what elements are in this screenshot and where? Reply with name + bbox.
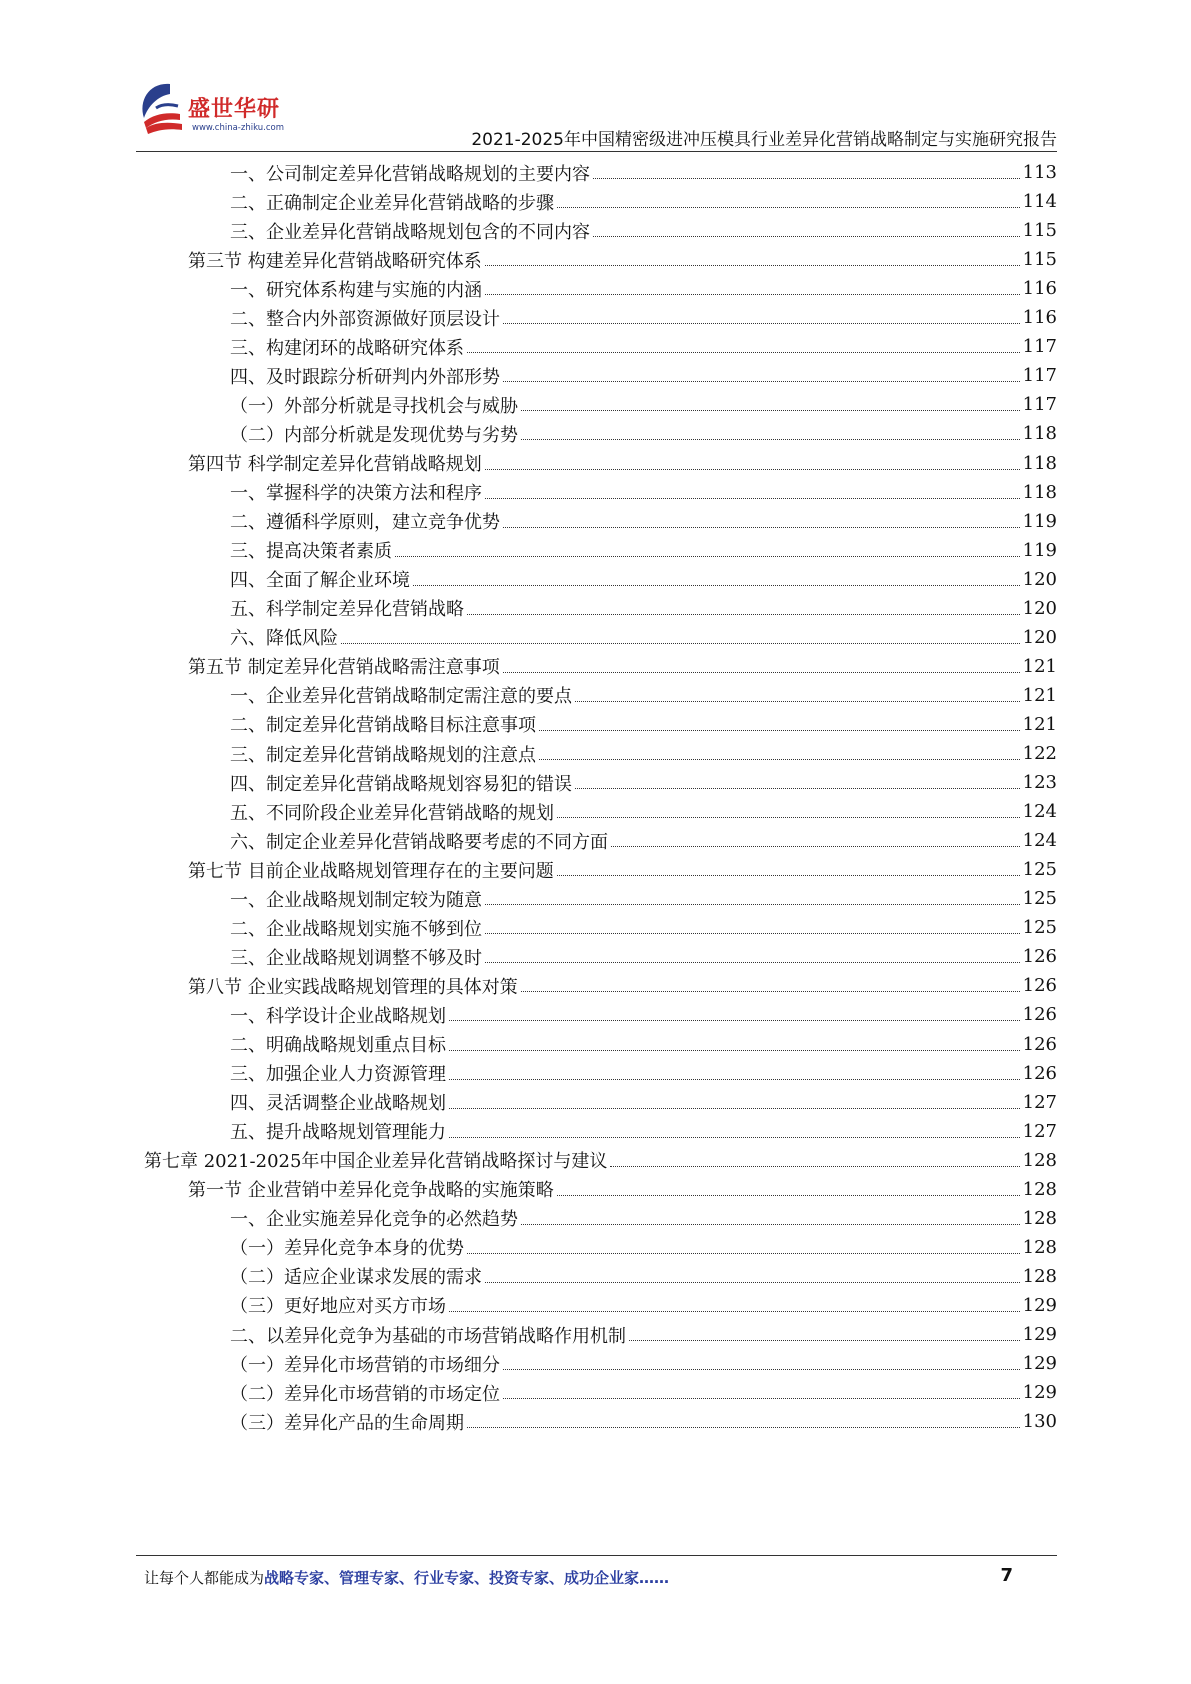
toc-entry-title: 一、企业差异化营销战略制定需注意的要点 bbox=[230, 686, 572, 708]
slogan-prefix: 让每个人都能成为 bbox=[144, 1569, 265, 1587]
toc-page-number: 125 bbox=[1022, 917, 1057, 939]
toc-entry-title: 二、正确制定企业差异化营销战略的步骤 bbox=[230, 192, 554, 214]
toc-entry[interactable] bbox=[188, 244, 1057, 275]
toc-page-number: 114 bbox=[1022, 191, 1057, 213]
toc-entry[interactable] bbox=[230, 738, 1057, 769]
toc-page-number: 119 bbox=[1022, 510, 1057, 532]
page-number: 7 bbox=[1000, 1565, 1013, 1586]
toc-entry[interactable] bbox=[230, 1319, 1057, 1350]
toc-dot-leader bbox=[449, 1020, 1020, 1021]
toc-entry-title: 三、加强企业人力资源管理 bbox=[230, 1064, 446, 1086]
toc-entry-title: 一、企业战略规划制定较为随意 bbox=[230, 889, 482, 911]
toc-entry[interactable] bbox=[230, 1377, 1057, 1408]
toc-dot-leader bbox=[521, 439, 1020, 440]
toc-dot-leader bbox=[485, 265, 1020, 266]
toc-entry[interactable] bbox=[230, 564, 1057, 595]
toc-entry-title: 第三节 构建差异化营销战略研究体系 bbox=[188, 250, 482, 272]
toc-dot-leader bbox=[341, 643, 1020, 644]
toc-entry[interactable] bbox=[230, 360, 1057, 391]
toc-dot-leader bbox=[629, 1340, 1020, 1341]
toc-dot-leader bbox=[503, 1398, 1020, 1399]
toc-page-number: 118 bbox=[1022, 452, 1057, 474]
toc-entry-title: 第八节 企业实践战略规划管理的具体对策 bbox=[188, 976, 518, 998]
toc-dot-leader bbox=[557, 207, 1020, 208]
toc-entry[interactable] bbox=[230, 941, 1057, 972]
toc-page-number: 128 bbox=[1022, 1265, 1057, 1287]
toc-dot-leader bbox=[503, 1369, 1020, 1370]
toc-entry[interactable] bbox=[230, 273, 1057, 304]
toc-dot-leader bbox=[467, 614, 1020, 615]
toc-entry[interactable] bbox=[230, 215, 1057, 246]
toc-entry[interactable] bbox=[230, 767, 1057, 798]
logo-emblem-icon bbox=[136, 78, 192, 140]
toc-dot-leader bbox=[575, 701, 1020, 702]
footer-divider bbox=[136, 1555, 1057, 1556]
toc-dot-leader bbox=[539, 759, 1020, 760]
toc-page-number: 119 bbox=[1022, 539, 1057, 561]
toc-entry-title: （三）更好地应对买方市场 bbox=[230, 1296, 446, 1318]
toc-entry-title: 一、公司制定差异化营销战略规划的主要内容 bbox=[230, 163, 590, 185]
toc-page-number: 127 bbox=[1022, 1120, 1057, 1142]
toc-dot-leader bbox=[485, 933, 1020, 934]
toc-entry[interactable] bbox=[230, 477, 1057, 508]
toc-entry-title: 三、企业战略规划调整不够及时 bbox=[230, 947, 482, 969]
toc-page-number: 130 bbox=[1022, 1411, 1057, 1433]
toc-page-number: 120 bbox=[1022, 626, 1057, 648]
toc-entry-title: 四、全面了解企业环境 bbox=[230, 570, 410, 592]
report-title: 2021-2025年中国精密级进冲压模具行业差异化营销战略制定与实施研究报告 bbox=[471, 130, 1057, 150]
toc-page-number: 129 bbox=[1022, 1324, 1057, 1345]
toc-dot-leader bbox=[521, 991, 1020, 992]
toc-entry-title: （三）差异化产品的生命周期 bbox=[230, 1412, 464, 1434]
toc-entry[interactable] bbox=[230, 1116, 1057, 1147]
toc-page-number: 128 bbox=[1022, 1236, 1057, 1258]
toc-entry-title: 一、掌握科学的决策方法和程序 bbox=[230, 483, 482, 505]
toc-page-number: 126 bbox=[1022, 975, 1057, 997]
toc-page-number: 129 bbox=[1022, 1294, 1057, 1316]
toc-dot-leader bbox=[449, 1137, 1020, 1138]
toc-page-number: 128 bbox=[1022, 1149, 1057, 1171]
toc-entry[interactable] bbox=[144, 1145, 1057, 1176]
toc-entry-title: 四、灵活调整企业战略规划 bbox=[230, 1093, 446, 1115]
toc-entry[interactable] bbox=[188, 854, 1057, 885]
toc-dot-leader bbox=[467, 352, 1020, 353]
toc-entry-title: 一、企业实施差异化竞争的必然趋势 bbox=[230, 1209, 518, 1231]
toc-entry[interactable] bbox=[230, 912, 1057, 943]
toc-entry[interactable] bbox=[230, 331, 1057, 362]
toc-page-number: 124 bbox=[1022, 830, 1057, 852]
toc-page-number: 124 bbox=[1022, 801, 1057, 823]
toc-dot-leader bbox=[449, 1079, 1020, 1080]
toc-entry[interactable] bbox=[230, 1290, 1057, 1321]
toc-dot-leader bbox=[467, 1253, 1020, 1254]
toc-dot-leader bbox=[610, 1166, 1019, 1167]
toc-entry-title: 二、明确战略规划重点目标 bbox=[230, 1035, 446, 1056]
toc-dot-leader bbox=[485, 294, 1020, 295]
toc-page-number: 115 bbox=[1022, 249, 1057, 271]
toc-page-number: 117 bbox=[1022, 365, 1057, 387]
toc-entry[interactable] bbox=[230, 796, 1057, 827]
header-divider bbox=[136, 151, 1057, 152]
toc-page-number: 128 bbox=[1022, 1207, 1057, 1229]
toc-entry-title: 第五节 制定差异化营销战略需注意事项 bbox=[188, 657, 500, 679]
toc-entry-title: 二、整合内外部资源做好顶层设计 bbox=[230, 308, 500, 330]
toc-entry-title: 三、企业差异化营销战略规划包含的不同内容 bbox=[230, 221, 590, 243]
toc-entry[interactable] bbox=[230, 1203, 1057, 1234]
toc-page-number: 120 bbox=[1022, 597, 1057, 619]
toc-page-number: 116 bbox=[1022, 307, 1057, 329]
toc-entry-title: （一）差异化市场营销的市场细分 bbox=[230, 1354, 500, 1376]
toc-entry[interactable] bbox=[230, 418, 1057, 449]
toc-page-number: 129 bbox=[1022, 1353, 1057, 1375]
toc-entry[interactable] bbox=[230, 999, 1057, 1030]
toc-entry-title: 第七章 2021-2025年中国企业差异化营销战略探讨与建议 bbox=[144, 1151, 608, 1173]
toc-page-number: 123 bbox=[1022, 772, 1057, 794]
toc-entry-title: 第七节 目前企业战略规划管理存在的主要问题 bbox=[188, 860, 554, 882]
toc-entry-title: 四、制定差异化营销战略规划容易犯的错误 bbox=[230, 773, 572, 795]
toc-entry[interactable] bbox=[230, 709, 1057, 740]
toc-page-number: 117 bbox=[1022, 336, 1057, 358]
toc-dot-leader bbox=[593, 236, 1020, 237]
toc-page-number: 117 bbox=[1022, 394, 1057, 416]
toc-dot-leader bbox=[485, 904, 1020, 905]
toc-entry-title: （一）差异化竞争本身的优势 bbox=[230, 1238, 464, 1260]
toc-page-number: 125 bbox=[1022, 888, 1057, 910]
toc-entry[interactable] bbox=[188, 651, 1057, 682]
toc-entry[interactable] bbox=[188, 448, 1057, 479]
logo-url: www.china-zhiku.com bbox=[192, 123, 284, 133]
toc-dot-leader bbox=[449, 1108, 1020, 1109]
toc-entry-title: （一）外部分析就是寻找机会与威胁 bbox=[230, 395, 518, 417]
toc-entry-title: 六、制定企业差异化营销战略要考虑的不同方面 bbox=[230, 831, 608, 853]
toc-entry-title: 一、研究体系构建与实施的内涵 bbox=[230, 279, 482, 301]
toc-dot-leader bbox=[593, 178, 1020, 179]
toc-page-number: 126 bbox=[1022, 1062, 1057, 1084]
toc-entry[interactable] bbox=[230, 1261, 1057, 1292]
toc-entry[interactable] bbox=[230, 389, 1057, 420]
toc-entry-title: 五、不同阶段企业差异化营销战略的规划 bbox=[230, 802, 554, 824]
toc-page-number: 126 bbox=[1022, 946, 1057, 968]
toc-dot-leader bbox=[539, 730, 1020, 731]
toc-entry-title: （二）差异化市场营销的市场定位 bbox=[230, 1383, 500, 1405]
toc-page-number: 121 bbox=[1022, 684, 1057, 706]
slogan-highlight: 战略专家、管理专家、行业专家、投资专家、成功企业家…… bbox=[264, 1569, 670, 1587]
toc-page-number: 127 bbox=[1022, 1091, 1057, 1113]
toc-entry[interactable] bbox=[230, 622, 1057, 653]
toc-entry[interactable] bbox=[230, 535, 1057, 566]
toc-dot-leader bbox=[521, 410, 1020, 411]
toc-page-number: 125 bbox=[1022, 859, 1057, 881]
toc-page-number: 120 bbox=[1022, 568, 1057, 590]
toc-dot-leader bbox=[611, 846, 1020, 847]
toc-entry[interactable] bbox=[230, 157, 1057, 188]
toc-entry[interactable] bbox=[230, 1058, 1057, 1089]
toc-entry-title: 二、制定差异化营销战略目标注意事项 bbox=[230, 715, 536, 737]
toc-page-number: 113 bbox=[1022, 162, 1057, 183]
toc-dot-leader bbox=[503, 672, 1020, 673]
toc-entry-title: 五、科学制定差异化营销战略 bbox=[230, 599, 464, 621]
toc-entry[interactable] bbox=[230, 1232, 1057, 1263]
toc-entry-title: 三、构建闭环的战略研究体系 bbox=[230, 337, 464, 359]
toc-page-number: 116 bbox=[1022, 278, 1057, 300]
footer-slogan bbox=[144, 1567, 669, 1588]
toc-dot-leader bbox=[449, 1050, 1020, 1051]
toc-entry[interactable] bbox=[188, 970, 1057, 1001]
toc-dot-leader bbox=[485, 498, 1020, 499]
toc-entry[interactable] bbox=[230, 302, 1057, 333]
toc-page-number: 118 bbox=[1022, 423, 1057, 445]
toc-entry[interactable] bbox=[230, 1406, 1057, 1437]
toc-dot-leader bbox=[413, 585, 1020, 586]
toc-dot-leader bbox=[395, 556, 1020, 557]
toc-dot-leader bbox=[485, 962, 1020, 963]
toc-entry-title: 第一节 企业营销中差异化竞争战略的实施策略 bbox=[188, 1180, 554, 1202]
company-logo bbox=[136, 78, 306, 150]
toc-dot-leader bbox=[467, 1427, 1020, 1428]
toc-dot-leader bbox=[503, 323, 1020, 324]
toc-entry-title: 五、提升战略规划管理能力 bbox=[230, 1122, 446, 1144]
toc-entry[interactable] bbox=[188, 1174, 1057, 1205]
toc-page-number: 129 bbox=[1022, 1382, 1057, 1404]
toc-entry[interactable] bbox=[230, 825, 1057, 856]
toc-entry-title: 二、企业战略规划实施不够到位 bbox=[230, 918, 482, 940]
toc-entry[interactable] bbox=[230, 1348, 1057, 1379]
toc-entry-title: 一、科学设计企业战略规划 bbox=[230, 1005, 446, 1027]
toc-page-number: 122 bbox=[1022, 743, 1057, 764]
toc-dot-leader bbox=[557, 875, 1020, 876]
toc-dot-leader bbox=[575, 788, 1020, 789]
logo-text: 盛世华研 bbox=[188, 97, 281, 122]
toc-dot-leader bbox=[521, 1224, 1020, 1225]
toc-dot-leader bbox=[449, 1311, 1020, 1312]
toc-dot-leader bbox=[503, 527, 1020, 528]
toc-entry-title: 二、遵循科学原则，建立竞争优势 bbox=[230, 512, 500, 534]
toc-entry[interactable] bbox=[230, 1029, 1057, 1060]
toc-page-number: 115 bbox=[1022, 220, 1057, 242]
toc-dot-leader bbox=[557, 817, 1020, 818]
toc-entry-title: （二）内部分析就是发现优势与劣势 bbox=[230, 424, 518, 446]
toc-dot-leader bbox=[503, 381, 1020, 382]
toc-entry-title: 第四节 科学制定差异化营销战略规划 bbox=[188, 454, 482, 475]
toc-page-number: 126 bbox=[1022, 1033, 1057, 1055]
toc-dot-leader bbox=[485, 1282, 1020, 1283]
toc-entry[interactable] bbox=[230, 680, 1057, 711]
toc-page-number: 128 bbox=[1022, 1178, 1057, 1200]
toc-dot-leader bbox=[557, 1195, 1020, 1196]
toc-entry[interactable] bbox=[230, 506, 1057, 537]
toc-entry[interactable] bbox=[230, 883, 1057, 914]
toc-entry[interactable] bbox=[230, 1087, 1057, 1118]
toc-entry-title: 四、及时跟踪分析研判内外部形势 bbox=[230, 366, 500, 388]
toc-entry-title: （二）适应企业谋求发展的需求 bbox=[230, 1267, 482, 1289]
toc-dot-leader bbox=[485, 469, 1020, 470]
toc-entry[interactable] bbox=[230, 593, 1057, 624]
toc-entry-title: 三、制定差异化营销战略规划的注意点 bbox=[230, 744, 536, 766]
toc-page-number: 118 bbox=[1022, 481, 1057, 503]
toc-entry-title: 六、降低风险 bbox=[230, 628, 338, 650]
toc-page-number: 121 bbox=[1022, 713, 1057, 735]
toc-page-number: 126 bbox=[1022, 1004, 1057, 1026]
toc-entry-title: 三、提高决策者素质 bbox=[230, 541, 392, 563]
toc-entry-title: 二、以差异化竞争为基础的市场营销战略作用机制 bbox=[230, 1325, 626, 1347]
toc-entry[interactable] bbox=[230, 186, 1057, 217]
toc-page-number: 121 bbox=[1022, 655, 1057, 677]
